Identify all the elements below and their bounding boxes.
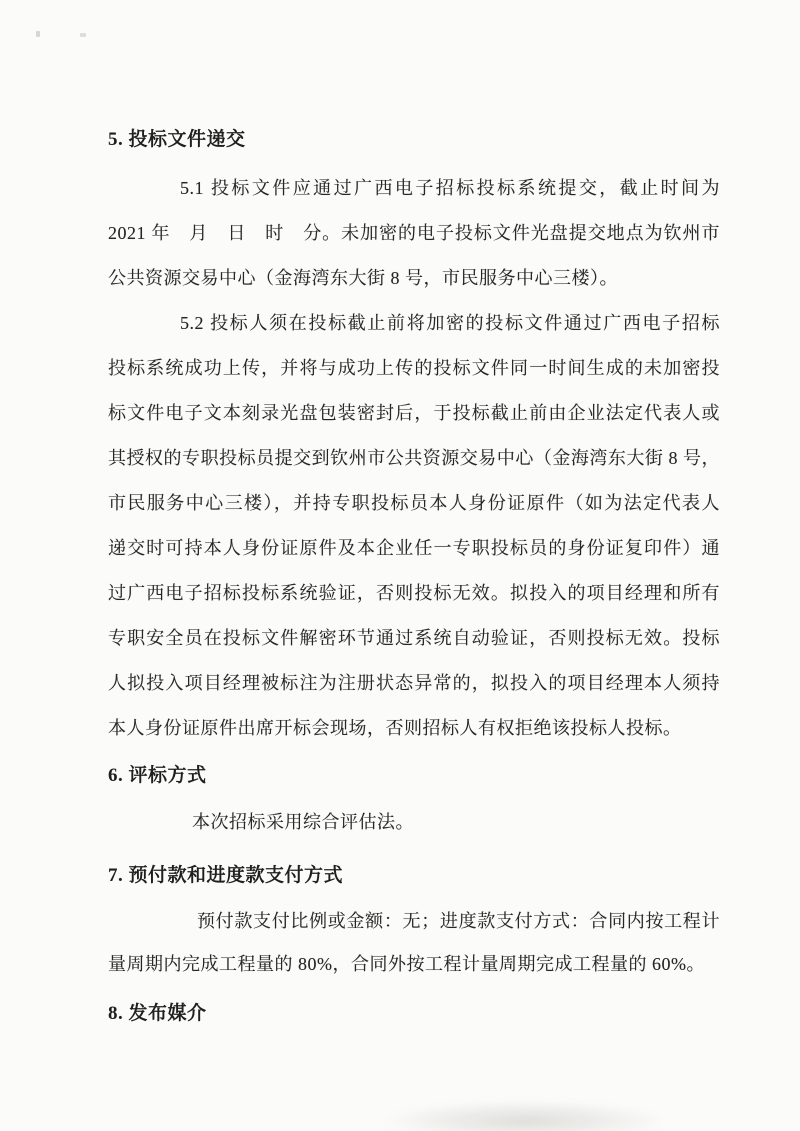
paragraph-5-1 — [108, 166, 720, 301]
text-line: 专职安全员在投标文件解密环节通过系统自动验证，否则投标无效。投标 — [108, 628, 720, 648]
document-content — [108, 117, 720, 1036]
text-line: 本次招标采用综合评估法。 — [192, 812, 414, 832]
text-line: 过广西电子招标投标系统验证，否则投标无效。拟投入的项目经理和所有 — [108, 583, 720, 603]
scan-speck — [36, 31, 40, 37]
text-line: 投标系统成功上传，并将与成功上传的投标文件同一时间生成的未加密投 — [108, 358, 720, 378]
text-line: 标文件电子文本刻录光盘包装密封后，于投标截止前由企业法定代表人或 — [108, 403, 720, 423]
scan-shadow-artifact — [380, 1100, 670, 1131]
section-heading-publication-media: 8. 发布媒介 — [108, 1003, 207, 1024]
text-line: 公共资源交易中心（金海湾东大街 8 号，市民服务中心三楼）。 — [108, 268, 618, 288]
text-line: 递交时可持本人身份证原件及本企业任一专职投标员的身份证复印件）通 — [108, 538, 720, 558]
section-heading-bid-submission: 5. 投标文件递交 — [108, 129, 246, 150]
text-line: 本人身份证原件出席开标会现场，否则招标人有权拒绝该投标人投标。 — [108, 718, 682, 738]
text-line: 量周期内完成工程量的 80%，合同外按工程计量周期完成工程量的 60%。 — [108, 954, 705, 974]
scan-speck — [80, 33, 86, 37]
text-line: 预付款支付比例或金额：无；进度款支付方式：合同内按工程计 — [197, 911, 720, 931]
paragraph-6 — [108, 800, 720, 845]
text-line: 5.2 投标人须在投标截止前将加密的投标文件通过广西电子招标 — [180, 313, 720, 333]
text-line: 5.1 投标文件应通过广西电子招标投标系统提交，截止时间为 — [180, 178, 720, 198]
paragraph-7 — [108, 900, 720, 986]
section-heading-evaluation-method: 6. 评标方式 — [108, 765, 207, 786]
section-heading-payment-terms: 7. 预付款和进度款支付方式 — [108, 865, 344, 886]
text-line: 其授权的专职投标员提交到钦州市公共资源交易中心（金海湾东大街 8 号， — [108, 448, 720, 468]
text-line: 市民服务中心三楼），并持专职投标员本人身份证原件（如为法定代表人 — [108, 493, 720, 513]
text-line: 2021 年 月 日 时 分。未加密的电子投标文件光盘提交地点为钦州市 — [108, 223, 720, 243]
paragraph-5-2 — [108, 301, 720, 751]
text-line: 人拟投入项目经理被标注为注册状态异常的，拟投入的项目经理本人须持 — [108, 673, 720, 693]
